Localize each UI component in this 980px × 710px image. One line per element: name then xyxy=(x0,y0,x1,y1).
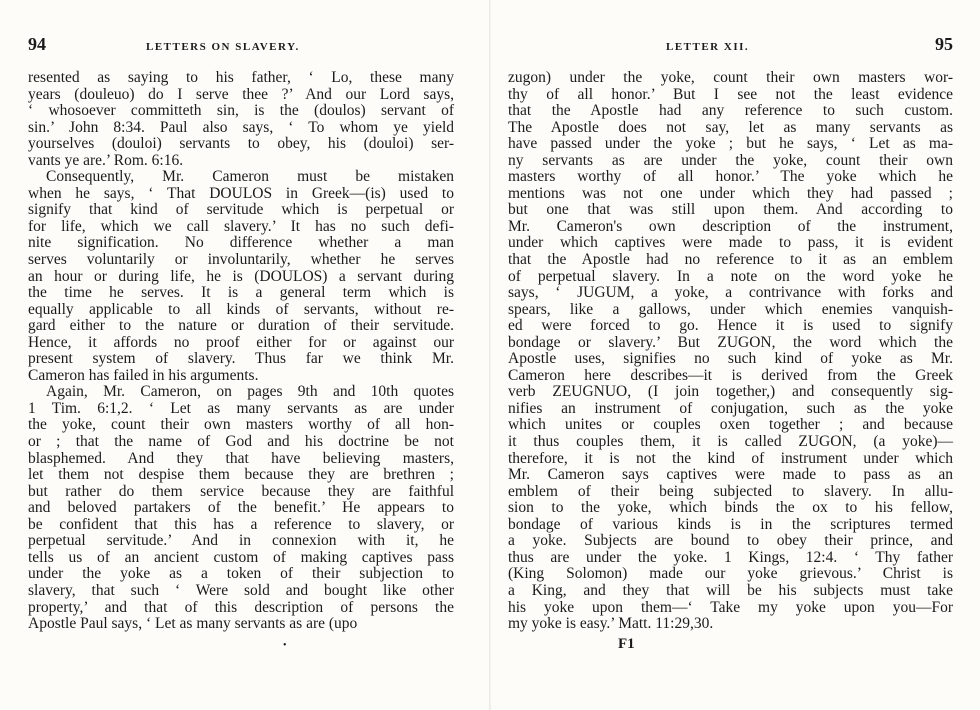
text-line: spears, like a gallows, under which enemies vanquish- xyxy=(508,300,953,318)
right-running-head xyxy=(508,34,953,60)
right-running-title: LETTER XII. xyxy=(666,41,750,53)
text-line: under the yoke as a token of their subjection to xyxy=(28,565,454,583)
text-line: nifies an instrument of conjugation, such as the yoke xyxy=(508,399,953,417)
text-line: ny servants as are under the yoke, count their own xyxy=(508,151,953,169)
text-line: sion to the yoke, which binds the ox to his fellow, xyxy=(508,499,953,517)
text-line: gard either to the nature or duration of their servitude. xyxy=(28,317,454,335)
text-line: a King, and they that will be his subjects must take xyxy=(508,581,953,599)
left-page-number: 94 xyxy=(28,34,46,54)
text-line: ‘ whosoever committeth sin, is the (doulos) servant of xyxy=(28,102,454,120)
text-line: thus are under the yoke. 1 Kings, 12:4. ‘ Thy father xyxy=(508,548,953,566)
text-line: The Apostle does not say, let as many servants as xyxy=(508,118,953,136)
text-line: Cameron here describes—it is derived from the Greek xyxy=(508,366,953,384)
text-line: have passed under the yoke ; but he says, ‘ Let as ma- xyxy=(508,135,953,153)
text-line: property,’ and that of this description of persons the xyxy=(28,598,454,616)
text-line: a yoke. Subjects are bound to obey their prince, and xyxy=(508,532,953,550)
text-line: tells us of an ancient custom of making captives pass xyxy=(28,548,454,566)
left-footer-mark: • xyxy=(283,640,287,651)
text-line: Mr. Cameron says captives were made to pass as an xyxy=(508,466,953,484)
text-line: but rather do them service because they are faithful xyxy=(28,482,454,500)
text-line: Consequently, Mr. Cameron must be mistaken xyxy=(46,168,454,186)
text-line: masters worthy of all honor.’ The yoke which he xyxy=(508,168,953,186)
text-line: Again, Mr. Cameron, on pages 9th and 10th quotes xyxy=(46,383,454,401)
text-line: years (douleuo) do I serve thee ?’ And our Lord says, xyxy=(28,85,454,103)
text-line: which unites or couples oxen together ; and because xyxy=(508,416,953,434)
text-line: serves voluntarily or involuntarily, whether he serves xyxy=(28,251,454,269)
right-page xyxy=(490,0,980,710)
text-line: mentions was not one under which they had passed ; xyxy=(508,184,953,202)
text-line: 1 Tim. 6:1,2. ‘ Let as many servants as are under xyxy=(28,399,454,417)
text-line: ed were forced to go. Hence it is used to signify xyxy=(508,317,953,335)
left-running-title: LETTERS ON SLAVERY. xyxy=(146,41,300,53)
text-line: or ; that the name of God and his doctrine be not xyxy=(28,433,454,451)
text-line: Cameron has failed in his arguments. xyxy=(28,366,259,384)
text-line: slavery, that such ‘ Were sold and bought like other xyxy=(28,581,454,599)
text-line: the yoke, count their own masters worthy of all hon- xyxy=(28,416,454,434)
text-line: therefore, it is not the kind of instrument under which xyxy=(508,449,953,467)
text-line: yourselves (douloi) servants to obey, his (douloi) ser- xyxy=(28,135,454,153)
text-line: the time he serves. It is a general term which is xyxy=(28,284,454,302)
text-line: emblem of their being subjected to slavery. In allu- xyxy=(508,482,953,500)
right-page-text xyxy=(508,70,953,633)
text-line: (King Solomon) made our yoke grievous.’ Christ is xyxy=(508,565,953,583)
text-line: Mr. Cameron's own description of the instrument, xyxy=(508,217,953,235)
text-line: that the Apostle had no reference to it as an emblem xyxy=(508,251,953,269)
text-line: be confident that this has a reference to slavery, or xyxy=(28,515,454,533)
text-line: vants ye are.’ Rom. 6:16. xyxy=(28,151,184,169)
signature-mark: F1 xyxy=(618,636,635,652)
text-line: bondage or slavery.’ But ZUGON, the word which the xyxy=(508,333,953,351)
text-line: under which captives were made to pass, it is evident xyxy=(508,234,953,252)
text-line: equally applicable to all kinds of servants, without re- xyxy=(28,300,454,318)
text-line: that the Apostle had any reference to such custom. xyxy=(508,102,953,120)
text-line: present system of slavery. Thus far we think Mr. xyxy=(28,350,454,368)
text-line: sin.’ John 8:34. Paul also says, ‘ To whom ye yield xyxy=(28,118,454,136)
text-line: when he says, ‘ That DOULOS in Greek—(is) used to xyxy=(28,184,454,202)
text-line: but one that was still upon them. And according to xyxy=(508,201,953,219)
text-line: zugon) under the yoke, count their own masters wor- xyxy=(508,69,953,86)
text-line: it thus couples them, it is called ZUGON, (a yoke)— xyxy=(508,433,953,451)
text-line: nite signification. No difference whether a man xyxy=(28,234,454,252)
text-line: for life, which we call slavery.’ It has no such defi- xyxy=(28,217,454,235)
text-line: Apostle uses, signifies no such kind of yoke as Mr. xyxy=(508,350,953,368)
left-running-head xyxy=(28,34,460,60)
text-line: Apostle Paul says, ‘ Let as many servants as are (upo xyxy=(28,615,358,633)
text-line: resented as saying to his father, ‘ Lo, these many xyxy=(28,69,454,86)
right-page-number: 95 xyxy=(935,34,953,54)
text-line: bondage of various kinds is in the scriptures termed xyxy=(508,515,953,533)
text-line: my yoke is easy.’ Matt. 11:29,30. xyxy=(508,615,714,633)
text-line: blasphemed. And they that have believing masters, xyxy=(28,449,454,467)
text-line: verb ZEUGNUO, (I join together,) and consequently sig- xyxy=(508,383,953,401)
text-line: perpetual servitude.’ And in connexion with it, he xyxy=(28,532,454,550)
text-line: signify that kind of servitude which is perpetual or xyxy=(28,201,454,219)
text-line: Hence, it affords no proof either for or against our xyxy=(28,333,454,351)
text-line: of perpetual slavery. In a note on the word yoke he xyxy=(508,267,953,285)
text-line: his yoke upon them—‘ Take my yoke upon you—For xyxy=(508,598,953,616)
text-line: thy of all honor.’ But I see not the least evidence xyxy=(508,85,953,103)
text-line: says, ‘ JUGUM, a yoke, a contrivance with forks and xyxy=(508,284,953,302)
text-line: an hour or during life, he is (DOULOS) a servant during xyxy=(28,267,454,285)
text-line: let them not despise them because they are brethren ; xyxy=(28,466,454,484)
text-line: and beloved partakers of the benefit.’ He appears to xyxy=(28,499,454,517)
left-page-text xyxy=(28,70,454,633)
